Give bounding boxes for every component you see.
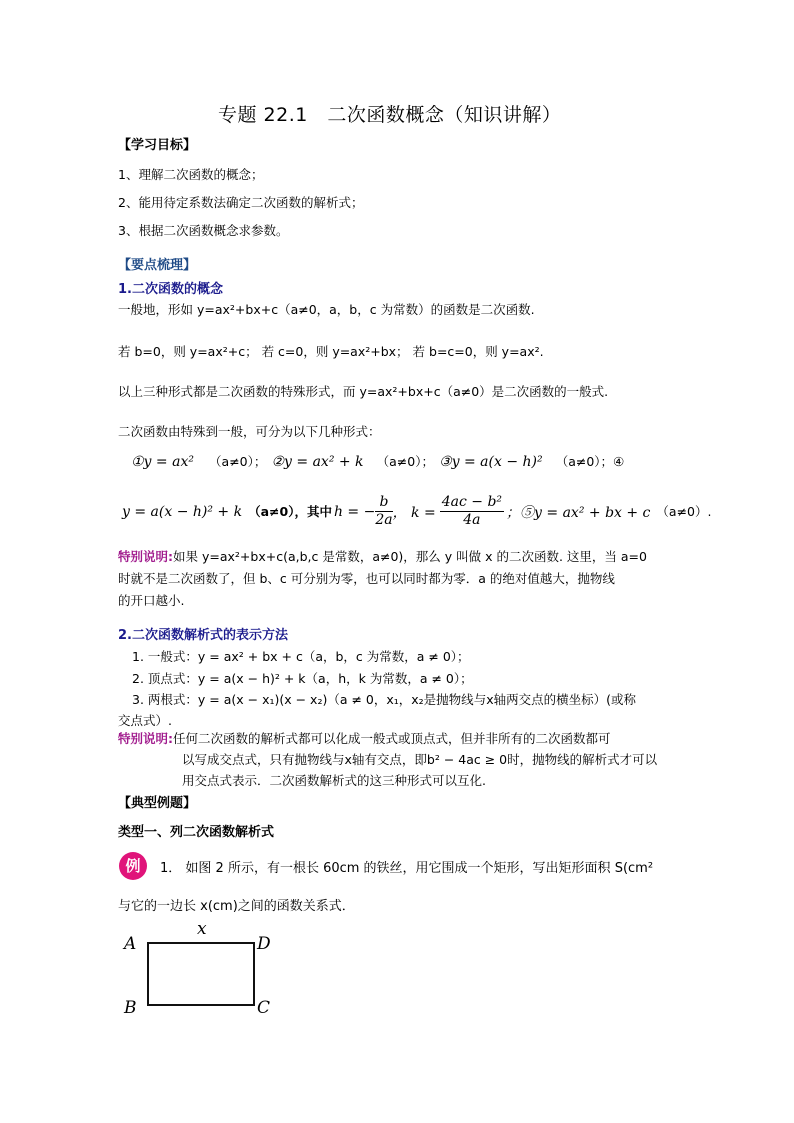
form-5: ；⑤y = ax² + bx + c [506, 504, 651, 521]
type-1-heading: 类型一、列二次函数解析式 [118, 825, 275, 840]
figure-label-D: D [257, 934, 271, 954]
note-1-line-2: 时就不是二次函数了，但 b、c 可分别为零，也可以同时都为零．a 的绝对值越大，抛物线 [118, 571, 615, 586]
note-2-line-3: 用交点式表示．二次函数解析式的这三种形式可以互化. [182, 773, 486, 788]
h-numerator: b [375, 494, 392, 512]
section-1-para-1: 一般地，形如 y=ax²+bx+c（a≠0，a，b，c 为常数）的函数是二次函数. [118, 302, 535, 317]
objective-item-1: 1、理解二次函数的概念； [118, 167, 264, 182]
figure-label-C: C [257, 998, 271, 1018]
objective-item-2: 2、能用待定系数法确定二次函数的解析式； [118, 195, 364, 210]
note-2-text-1: 任何二次函数的解析式都可以化成一般式或顶点式，但并非所有的二次函数都可 [173, 731, 611, 746]
section-1-para-3: 以上三种形式都是二次函数的特殊形式，而 y=ax²+bx+c（a≠0）是二次函数的一般式. [118, 384, 609, 399]
examples-heading: 【典型例题】 [118, 796, 197, 811]
note-1-line-3: 的开口越小. [118, 593, 185, 608]
example-badge-icon [118, 851, 148, 881]
section-2-item-2: 2. 顶点式：y = a(x − h)² + k（a，h，k 为常数，a ≠ 0）； [132, 671, 473, 686]
figure-label-x: x [197, 919, 207, 939]
form-3: ③y = a(x − h)² [439, 454, 543, 470]
note-1-label: 特别说明: [118, 549, 173, 564]
h-fraction [375, 494, 392, 529]
objectives-heading: 【学习目标】 [118, 138, 197, 153]
note-1-line-1 [118, 549, 647, 565]
figure-rectangle [147, 942, 255, 1006]
figure-label-A: A [124, 934, 137, 954]
form-3-cond: （a≠0）；④ [555, 454, 625, 469]
question-1-line-2: 与它的一边长 x(cm)之间的函数关系式． [118, 899, 355, 914]
objective-item-3: 3、根据二次函数概念求参数。 [118, 223, 289, 238]
form-2-cond: （a≠0）； [376, 454, 434, 469]
k-numerator: 4ac − b² [441, 494, 503, 510]
note-2-line-1 [118, 731, 611, 747]
h-denominator: 2a [375, 512, 393, 528]
page-title: 专题 22.1 二次函数概念（知识讲解） [218, 104, 562, 126]
section-1-para-2: 若 b=0，则 y=ax²+c； 若 c=0，则 y=ax²+bx； 若 b=c=0，则 y=ax². [118, 344, 544, 359]
forms-line-1 [131, 451, 624, 470]
section-1-para-4: 二次函数由特殊到一般，可分为以下几种形式： [118, 424, 381, 439]
example-badge-text: 例 [125, 857, 141, 875]
form-5-cond: （a≠0）. [656, 503, 712, 519]
form-2: ②y = ax² + k [271, 454, 364, 470]
note-2-line-2: 以写成交点式，只有抛物线与x轴有交点，即b² − 4ac ≥ 0时，抛物线的解析式才可以 [182, 752, 658, 767]
section-2-item-3: 3. 两根式：y = a(x − x₁)(x − x₂)（a ≠ 0，x₁，x₂是抛物线与x轴两交点的横坐标）(或称 [132, 692, 636, 707]
form-4-cond: （a≠0），其中 [248, 503, 332, 519]
k-fraction [440, 494, 504, 529]
form-1: ①y = ax² [131, 454, 194, 470]
section-2-item-1: 1. 一般式：y = ax² + bx + c（a，b，c 为常数，a ≠ 0）； [132, 649, 470, 664]
section-2-item-3b: 交点式）. [118, 713, 172, 728]
figure-label-B: B [124, 998, 137, 1018]
k-lhs: ， k = [392, 504, 436, 521]
form-4: y = a(x − h)² + k [122, 503, 243, 520]
question-1-line-1: 1． 如图 2 所示，有一根长 60cm 的铁丝，用它围成一个矩形，写出矩形面积 S(cm² [160, 861, 654, 876]
note-1-text-1: 如果 y=ax²+bx+c(a,b,c 是常数，a≠0)，那么 y 叫做 x 的二次函数. 这里，当 a=0 [173, 549, 647, 564]
key-points-heading: 【要点梳理】 [118, 258, 197, 273]
form-1-cond: （a≠0）； [209, 454, 267, 469]
k-denominator: 4a [463, 512, 481, 528]
h-lhs: h = − [333, 503, 376, 520]
section-2-title: 2.二次函数解析式的表示方法 [118, 628, 288, 643]
note-2-label: 特别说明: [118, 731, 173, 746]
forms-line-2 [122, 494, 711, 529]
section-1-title: 1.二次函数的概念 [118, 282, 223, 297]
